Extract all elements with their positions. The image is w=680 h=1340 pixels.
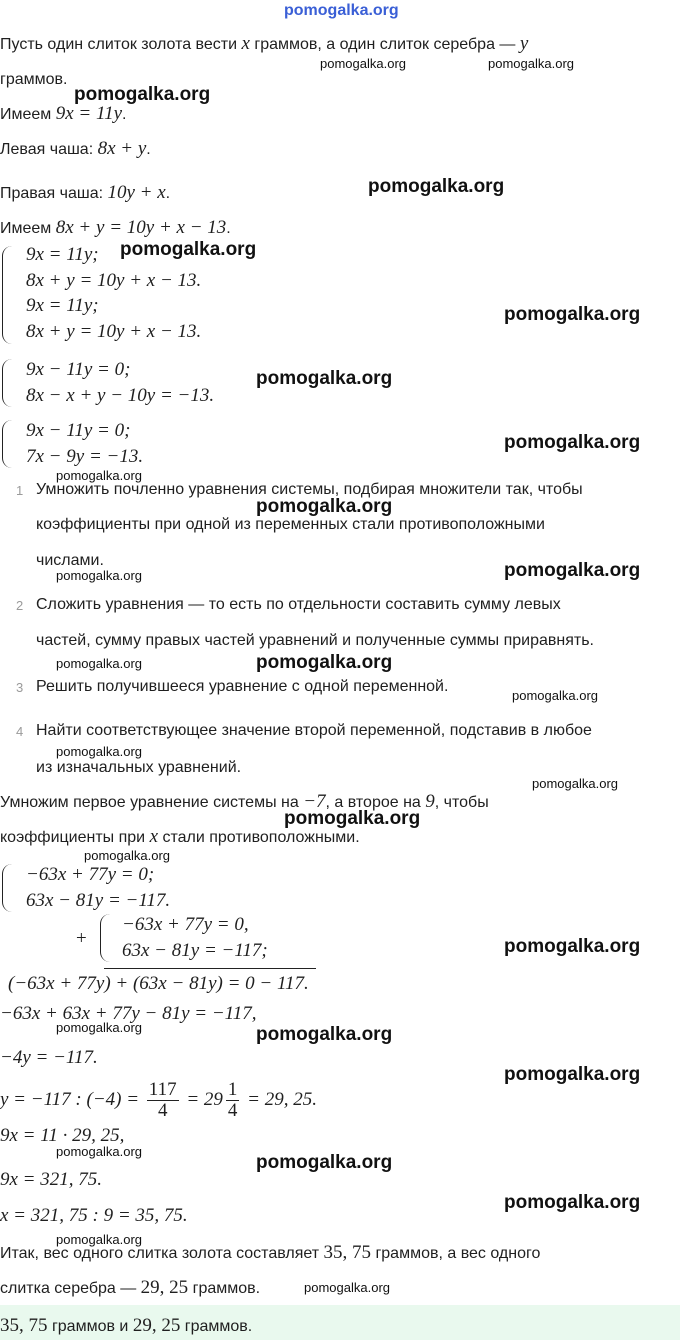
watermark-small: pomogalka.org <box>56 568 142 583</box>
period: . <box>146 141 151 158</box>
system-row: 8x − x + y − 10y = −13. <box>26 385 215 406</box>
step-text: Найти соответствующее значение второй переменной, подставив в любое <box>36 722 592 739</box>
period: . <box>165 185 171 202</box>
watermark: pomogalka.org <box>504 560 641 581</box>
watermark-small: pomogalka.org <box>84 848 170 863</box>
watermark-small: pomogalka.org <box>56 1020 142 1035</box>
label: Имеем <box>0 220 56 237</box>
brace-icon <box>100 914 111 962</box>
sum-divider-line <box>104 968 316 969</box>
watermark: pomogalka.org <box>368 176 505 197</box>
step-text: Умножить почленно уравнения системы, подбирая множители так, чтобы <box>36 481 583 498</box>
text: , чтобы <box>434 794 489 811</box>
denominator: 4 <box>157 1100 168 1122</box>
step-number: 2 <box>16 598 24 613</box>
watermark: pomogalka.org <box>256 368 393 389</box>
watermark: pomogalka.org <box>256 1152 393 1173</box>
x-calc-line: 9x = 321, 75. <box>0 1169 103 1190</box>
math-expr: 8x + y = 10y + x − 13 <box>55 217 227 238</box>
label: Правая чаша: <box>0 185 108 202</box>
var-x: x <box>149 826 158 847</box>
intro-line-2: граммов. <box>0 71 68 88</box>
math-value: 35, 75 <box>323 1242 371 1263</box>
watermark-small: pomogalka.org <box>56 1144 142 1159</box>
watermark: pomogalka.org <box>256 652 393 673</box>
step-number: 3 <box>16 680 24 695</box>
step-text: Решить получившееся уравнение с одной переменной. <box>36 678 449 695</box>
math-expr: 10y + x <box>107 182 166 203</box>
period: . <box>226 220 231 237</box>
watermark: pomogalka.org <box>504 304 641 325</box>
watermark-small: pomogalka.org <box>512 688 598 703</box>
math-expr: −7 <box>303 791 326 812</box>
left-pan <box>0 139 151 160</box>
period: . <box>122 106 127 123</box>
step-text: из изначальных уравнений. <box>36 759 242 776</box>
denominator: 4 <box>227 1100 238 1122</box>
math-expr: = 29 <box>181 1089 223 1110</box>
watermark-small: pomogalka.org <box>532 776 618 791</box>
intro-line-1 <box>0 34 528 55</box>
brace-icon <box>2 420 13 468</box>
system-row: 7x − 9y = −13. <box>26 446 144 467</box>
intro-text: граммов, а один слиток серебра — <box>249 36 520 53</box>
system-row: 63x − 81y = −117; <box>122 940 268 961</box>
watermark: pomogalka.org <box>74 84 211 105</box>
text: граммов, а вес одного <box>371 1245 541 1262</box>
label: Левая чаша: <box>0 141 98 158</box>
equation-system-sum <box>0 912 320 964</box>
plus-sign: + <box>76 928 87 949</box>
watermark-small: pomogalka.org <box>56 1232 142 1247</box>
math-expr: 9 <box>425 791 435 812</box>
watermark-small: pomogalka.org <box>304 1280 390 1295</box>
step-text: Сложить уравнения — то есть по отдельности составить сумму левых <box>36 596 561 613</box>
system-row: 9x − 11y = 0; <box>26 359 131 380</box>
text: Итак, вес одного слитка золота составляет <box>0 1245 324 1262</box>
calc-line: (−63x + 77y) + (63x − 81y) = 0 − 117. <box>8 973 309 994</box>
text: стали противоположными. <box>158 829 360 846</box>
watermark-small: pomogalka.org <box>320 56 406 71</box>
label: Имеем <box>0 106 56 123</box>
step-number: 4 <box>16 724 24 739</box>
numerator: 1 <box>227 1079 238 1101</box>
math-expr: y = −117 : (−4) = <box>0 1089 144 1110</box>
watermark-small: pomogalka.org <box>56 656 142 671</box>
numerator: 117 <box>148 1079 177 1101</box>
math-value: 35, 75 <box>0 1315 48 1336</box>
equation-system-3 <box>0 418 300 470</box>
conclusion-line-2 <box>0 1276 260 1300</box>
var-x: x <box>241 33 250 54</box>
calc-line: −4y = −117. <box>0 1047 98 1068</box>
y-calculation <box>0 1078 317 1122</box>
text: коэффициенты при <box>0 829 150 846</box>
watermark: pomogalka.org <box>504 1192 641 1213</box>
answer-box <box>0 1305 680 1340</box>
watermark: pomogalka.org <box>504 936 641 957</box>
step-text: коэффициенты при одной из переменных стали противоположными <box>36 516 545 533</box>
have-equation-2 <box>0 218 231 239</box>
system-row: 8x + y = 10y + x − 13. <box>26 321 202 342</box>
brace-icon <box>2 359 13 407</box>
fraction <box>226 1080 240 1121</box>
text: Умножим первое уравнение системы на <box>0 794 304 811</box>
equation-system-2 <box>0 357 300 409</box>
calc-line: −63x + 63x + 77y − 81y = −117, <box>0 1003 257 1024</box>
watermark: pomogalka.org <box>256 496 393 517</box>
multiply-line-2 <box>0 827 360 848</box>
math-expr: = 29, 25. <box>242 1089 317 1110</box>
system-row: 9x = 11y; <box>26 295 99 316</box>
watermark: pomogalka.org <box>120 239 257 260</box>
var-y: y <box>519 33 529 54</box>
brace-icon <box>2 246 13 344</box>
system-row: −63x + 77y = 0; <box>26 864 155 885</box>
math-expr: 9x = 11y <box>55 103 123 124</box>
x-calc-line: 9x = 11 · 29, 25, <box>0 1125 125 1146</box>
watermark-small: pomogalka.org <box>56 744 142 759</box>
watermark-small: pomogalka.org <box>488 56 574 71</box>
watermark: pomogalka.org <box>284 808 421 829</box>
have-equation-1 <box>0 104 126 125</box>
watermark: pomogalka.org <box>504 1064 641 1085</box>
equation-system-4 <box>0 862 300 914</box>
text: , а второе на <box>325 794 426 811</box>
math-expr: 8x + y <box>97 138 147 159</box>
math-value: 29, 25 <box>132 1315 181 1336</box>
system-row: 8x + y = 10y + x − 13. <box>26 270 202 291</box>
watermark-small: pomogalka.org <box>56 468 142 483</box>
system-row: 9x − 11y = 0; <box>26 420 131 441</box>
fraction <box>147 1080 179 1121</box>
text: граммов. <box>180 1318 253 1335</box>
watermark: pomogalka.org <box>256 1024 393 1045</box>
answer-text <box>0 1314 252 1338</box>
text: слитка серебра — <box>0 1280 141 1297</box>
text: граммов и <box>47 1318 133 1335</box>
top-watermark[interactable]: pomogalka.org <box>284 2 399 19</box>
step-text: числами. <box>36 552 104 569</box>
step-text: частей, сумму правых частей уравнений и полученные суммы приравнять. <box>36 632 594 649</box>
system-row: 9x = 11y; <box>26 244 99 265</box>
intro-text: Пусть один слиток золота вести <box>0 36 242 53</box>
step-number: 1 <box>16 483 24 498</box>
x-calc-line: x = 321, 75 : 9 = 35, 75. <box>0 1205 188 1226</box>
system-row: −63x + 77y = 0, <box>122 914 249 935</box>
watermark: pomogalka.org <box>504 432 641 453</box>
right-pan <box>0 183 170 204</box>
brace-icon <box>2 864 13 912</box>
system-row: 63x − 81y = −117. <box>26 890 171 911</box>
math-value: 29, 25 <box>140 1277 189 1298</box>
text: граммов. <box>188 1280 261 1297</box>
